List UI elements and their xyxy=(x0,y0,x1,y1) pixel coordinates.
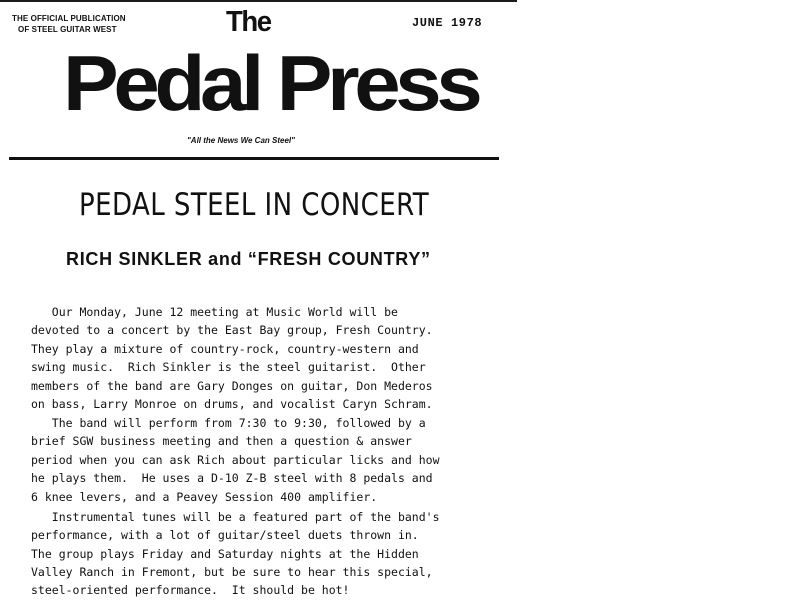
publication-line-1: THE OFFICIAL PUBLICATION xyxy=(12,14,126,23)
body-line: 6 knee levers, and a Peavey Session 400 amplifier. xyxy=(31,490,378,504)
body-line: on bass, Larry Monroe on drums, and vocalist Caryn Schram. xyxy=(31,397,433,411)
issue-date: JUNE 1978 xyxy=(412,16,483,30)
article-subheadline: RICH SINKLER and “FRESH COUNTRY” xyxy=(66,249,431,269)
body-line: The band will perform from 7:30 to 9:30, followed by a xyxy=(31,416,426,430)
body-line: The group plays Friday and Saturday nights at the Hidden xyxy=(31,547,419,561)
body-line: members of the band are Gary Donges on guitar, Don Mederos xyxy=(31,379,433,393)
body-line: period when you can ask Rich about particular licks and how xyxy=(31,453,440,467)
article-headline: PEDAL STEEL IN CONCERT xyxy=(79,187,430,223)
body-line: he plays them. He uses a D-10 Z-B steel with 8 pedals and xyxy=(31,471,433,485)
body-line: Valley Ranch in Fremont, but be sure to hear this special, xyxy=(31,565,433,579)
body-line: swing music. Rich Sinkler is the steel guitarist. Other xyxy=(31,360,426,374)
masthead-the: The xyxy=(226,6,271,38)
masthead-rule xyxy=(9,157,499,160)
body-line: They play a mixture of country-rock, country-western and xyxy=(31,342,419,356)
body-line: Instrumental tunes will be a featured part of the band's xyxy=(31,510,440,524)
body-line: devoted to a concert by the East Bay group, Fresh Country. xyxy=(31,323,433,337)
body-line: Our Monday, June 12 meeting at Music World will be xyxy=(31,305,398,319)
body-line: performance, with a lot of guitar/steel duets thrown in. xyxy=(31,528,419,542)
top-border-rule xyxy=(0,0,517,2)
body-line: brief SGW business meeting and then a question & answer xyxy=(31,434,412,448)
publication-line-2: OF STEEL GUITAR WEST xyxy=(18,25,117,34)
masthead-tagline: "All the News We Can Steel" xyxy=(187,136,295,145)
body-line: steel-oriented performance. It should be hot! xyxy=(31,583,350,597)
masthead-title: Pedal Press xyxy=(63,39,478,127)
